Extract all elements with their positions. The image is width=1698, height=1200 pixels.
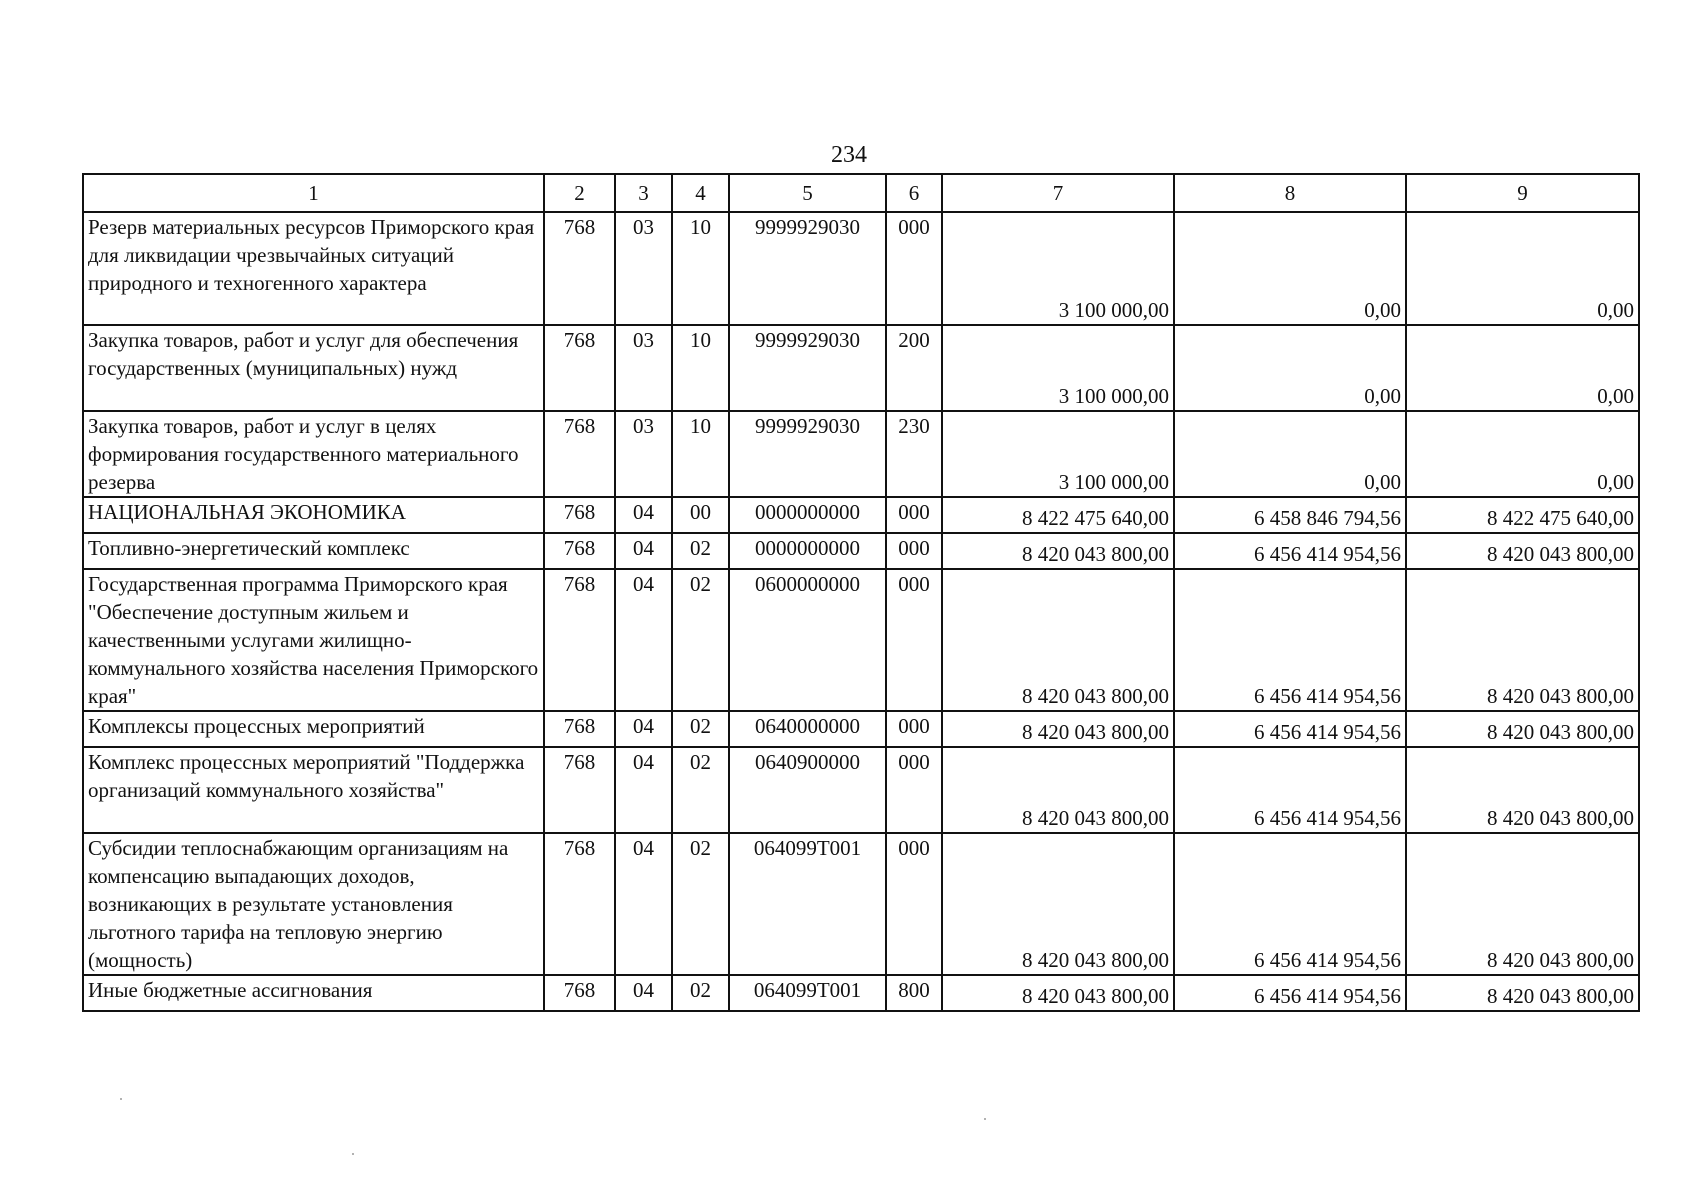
row-code-cell: 03 [615,411,672,497]
row-code-cell: 04 [615,833,672,975]
row-amount-cell: 0,00 [1406,325,1639,411]
row-amount-cell: 8 420 043 800,00 [942,569,1174,711]
row-code-cell: 000 [886,533,942,569]
header-cell: 9 [1406,174,1639,212]
row-code-cell: 04 [615,747,672,833]
scan-speck [352,1153,354,1155]
row-name-cell: Субсидии теплоснабжающим организациям на компенсацию выпадающих доходов, возникающих в результате установления льготного тарифа на тепловую энергию (мощность) [83,833,544,975]
row-code-cell: 230 [886,411,942,497]
table-row [83,325,1639,411]
row-amount-cell: 6 456 414 954,56 [1174,747,1406,833]
row-amount-cell: 6 458 846 794,56 [1174,497,1406,533]
row-amount-cell: 3 100 000,00 [942,325,1174,411]
row-name-cell: Комплексы процессных мероприятий [83,711,544,747]
row-code-cell: 000 [886,212,942,325]
row-amount-cell: 3 100 000,00 [942,411,1174,497]
table-row [83,212,1639,325]
row-code-cell: 768 [544,747,615,833]
row-code-cell: 0000000000 [729,497,886,533]
header-cell: 4 [672,174,729,212]
row-code-cell: 000 [886,497,942,533]
row-amount-cell: 8 420 043 800,00 [1406,747,1639,833]
row-name-cell: Резерв материальных ресурсов Приморского края для ликвидации чрезвычайных ситуаций природного и техногенного характера [83,212,544,325]
row-amount-cell: 8 420 043 800,00 [1406,833,1639,975]
row-code-cell: 768 [544,569,615,711]
row-amount-cell: 8 420 043 800,00 [942,747,1174,833]
row-amount-cell: 8 420 043 800,00 [1406,975,1639,1011]
header-cell: 5 [729,174,886,212]
row-code-cell: 04 [615,569,672,711]
row-code-cell: 02 [672,747,729,833]
table-row [83,975,1639,1011]
row-code-cell: 10 [672,212,729,325]
row-code-cell: 768 [544,497,615,533]
table-row [83,497,1639,533]
row-code-cell: 000 [886,747,942,833]
row-code-cell: 9999929030 [729,325,886,411]
row-code-cell: 10 [672,325,729,411]
row-amount-cell: 6 456 414 954,56 [1174,533,1406,569]
row-code-cell: 9999929030 [729,411,886,497]
row-code-cell: 04 [615,497,672,533]
row-amount-cell: 8 420 043 800,00 [942,533,1174,569]
row-code-cell: 768 [544,533,615,569]
row-code-cell: 768 [544,212,615,325]
header-cell: 7 [942,174,1174,212]
row-code-cell: 064099Т001 [729,975,886,1011]
row-amount-cell: 8 420 043 800,00 [1406,533,1639,569]
row-code-cell: 9999929030 [729,212,886,325]
table-row [83,833,1639,975]
header-cell: 6 [886,174,942,212]
row-code-cell: 02 [672,533,729,569]
row-code-cell: 02 [672,569,729,711]
row-amount-cell: 3 100 000,00 [942,212,1174,325]
row-amount-cell: 6 456 414 954,56 [1174,975,1406,1011]
row-code-cell: 04 [615,975,672,1011]
row-amount-cell: 0,00 [1406,212,1639,325]
row-code-cell: 00 [672,497,729,533]
row-code-cell: 04 [615,711,672,747]
table-header-row [83,174,1639,212]
row-name-cell: Иные бюджетные ассигнования [83,975,544,1011]
header-cell: 1 [83,174,544,212]
row-code-cell: 02 [672,833,729,975]
row-code-cell: 768 [544,975,615,1011]
row-code-cell: 768 [544,411,615,497]
row-code-cell: 03 [615,325,672,411]
row-name-cell: Закупка товаров, работ и услуг в целях формирования государственного материального резерва [83,411,544,497]
row-code-cell: 000 [886,569,942,711]
table-row [83,747,1639,833]
row-amount-cell: 8 420 043 800,00 [942,975,1174,1011]
row-amount-cell: 0,00 [1174,411,1406,497]
header-cell: 3 [615,174,672,212]
row-code-cell: 800 [886,975,942,1011]
row-name-cell: Комплекс процессных мероприятий "Поддержка организаций коммунального хозяйства" [83,747,544,833]
table-row [83,711,1639,747]
row-amount-cell: 0,00 [1174,325,1406,411]
row-amount-cell: 8 420 043 800,00 [942,833,1174,975]
row-amount-cell: 0,00 [1174,212,1406,325]
row-code-cell: 03 [615,212,672,325]
row-amount-cell: 0,00 [1406,411,1639,497]
row-code-cell: 768 [544,325,615,411]
row-code-cell: 000 [886,833,942,975]
scan-speck [120,1098,122,1100]
row-amount-cell: 6 456 414 954,56 [1174,711,1406,747]
row-amount-cell: 8 420 043 800,00 [1406,711,1639,747]
row-name-cell: Государственная программа Приморского края "Обеспечение доступным жильем и качественными услугами жилищно-коммунального хозяйства населения Приморского края" [83,569,544,711]
row-code-cell: 064099Т001 [729,833,886,975]
row-name-cell: Топливно-энергетический комплекс [83,533,544,569]
row-code-cell: 0640900000 [729,747,886,833]
row-code-cell: 10 [672,411,729,497]
row-amount-cell: 8 420 043 800,00 [942,711,1174,747]
row-code-cell: 0600000000 [729,569,886,711]
row-code-cell: 200 [886,325,942,411]
page-number: 234 [831,142,867,168]
budget-table [82,173,1640,1012]
row-code-cell: 768 [544,833,615,975]
row-amount-cell: 8 420 043 800,00 [1406,569,1639,711]
row-code-cell: 02 [672,975,729,1011]
row-code-cell: 0640000000 [729,711,886,747]
row-code-cell: 04 [615,533,672,569]
table-row [83,533,1639,569]
row-name-cell: НАЦИОНАЛЬНАЯ ЭКОНОМИКА [83,497,544,533]
row-amount-cell: 6 456 414 954,56 [1174,833,1406,975]
row-code-cell: 02 [672,711,729,747]
row-code-cell: 768 [544,711,615,747]
table-row [83,411,1639,497]
table-row [83,569,1639,711]
header-cell: 2 [544,174,615,212]
header-cell: 8 [1174,174,1406,212]
row-code-cell: 000 [886,711,942,747]
row-amount-cell: 8 422 475 640,00 [942,497,1174,533]
row-amount-cell: 6 456 414 954,56 [1174,569,1406,711]
row-amount-cell: 8 422 475 640,00 [1406,497,1639,533]
scan-speck [984,1118,986,1120]
row-code-cell: 0000000000 [729,533,886,569]
row-name-cell: Закупка товаров, работ и услуг для обеспечения государственных (муниципальных) нужд [83,325,544,411]
